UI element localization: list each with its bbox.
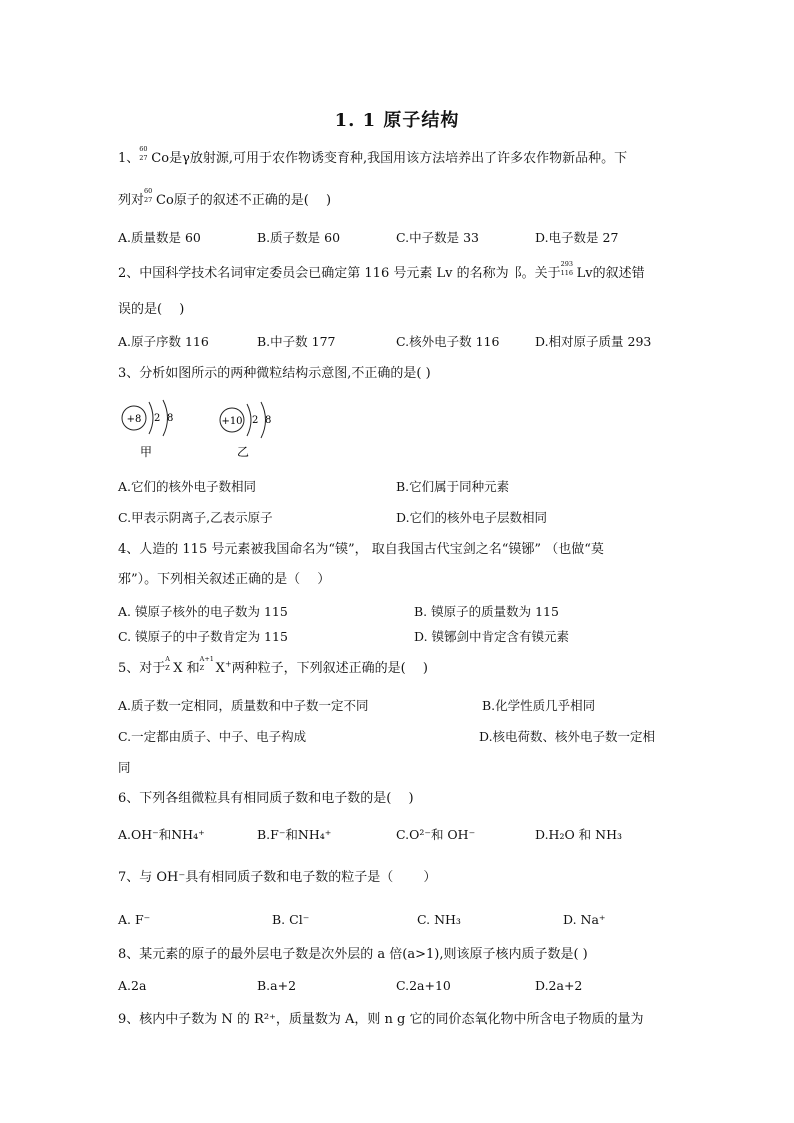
option-a: A.OH⁻和NH₄⁺ bbox=[118, 827, 205, 842]
page-title: 1. 1 原子结构 bbox=[334, 110, 460, 131]
isotope-notation: 60 27 bbox=[139, 145, 148, 162]
svg-text:甲: 甲 bbox=[140, 445, 153, 459]
option-b: B.中子数 177 bbox=[257, 334, 336, 349]
question-2-line-2: 误的是( ) bbox=[118, 302, 185, 317]
option-d: D.它们的核外电子层数相同 bbox=[396, 510, 548, 525]
question-4-line-2: 邪”）。下列相关叙述正确的是（ ） bbox=[118, 572, 331, 587]
option-c: C.O²⁻和 OH⁻ bbox=[396, 827, 476, 842]
option-a: A.2a bbox=[118, 978, 147, 993]
option-b: B.质子数是 60 bbox=[257, 230, 341, 245]
option-c: C.甲表示阴离子,乙表示原子 bbox=[118, 510, 273, 525]
option-d: D. Na⁺ bbox=[563, 912, 606, 927]
option-b: B. Cl⁻ bbox=[272, 912, 310, 927]
option-a: A. 镆原子核外的电子数为 115 bbox=[118, 604, 288, 619]
question-1-line-1: 1、 60 27 Co是γ放射源,可用于农作物诱变育种,我国用该方法培养出了许多农作物新品种。下 bbox=[118, 145, 628, 166]
option-a: A.原子序数 116 bbox=[118, 334, 209, 349]
option-b: B.化学性质几乎相同 bbox=[482, 698, 596, 713]
svg-text:8: 8 bbox=[265, 415, 272, 426]
option-b: B.它们属于同种元素 bbox=[396, 479, 510, 494]
option-a: A.质子数一定相同，质量数和中子数一定不同 bbox=[118, 698, 369, 713]
question-5-stem: 5、对于 A Z X 和 A+1 Z X+两种粒子，下列叙述正确的是( ) bbox=[118, 655, 428, 676]
particle-structure-diagram bbox=[118, 396, 288, 460]
isotope-notation: A Z bbox=[165, 655, 170, 672]
option-d: D.电子数是 27 bbox=[535, 230, 619, 245]
isotope-notation: 60 27 bbox=[144, 187, 153, 204]
question-1-line-2: 列对 60 27 Co原子的叙述不正确的是( ) bbox=[118, 187, 332, 208]
option-b: B.F⁻和NH₄⁺ bbox=[257, 827, 332, 842]
option-d: D.相对原子质量 293 bbox=[535, 334, 652, 349]
option-d: D.核电荷数、核外电子数一定相 bbox=[479, 729, 656, 744]
option-c: C.中子数是 33 bbox=[396, 230, 479, 245]
question-6-stem: 6、下列各组微粒具有相同质子数和电子数的是( ) bbox=[118, 791, 414, 806]
option-c: C.核外电子数 116 bbox=[396, 334, 500, 349]
svg-text:+8: +8 bbox=[126, 414, 142, 425]
svg-text:2: 2 bbox=[252, 415, 259, 426]
svg-text:2: 2 bbox=[154, 413, 161, 424]
option-d: D. 镆铘剑中肯定含有镆元素 bbox=[414, 629, 570, 644]
option-c: C.一定都由质子、中子、电子构成 bbox=[118, 729, 307, 744]
question-9-stem: 9、核内中子数为 N 的 R²⁺，质量数为 A，则 n g 它的同价态氧化物中所含电子物质的量为 bbox=[118, 1012, 644, 1027]
glyph-li-radical: ⻏ bbox=[508, 266, 522, 281]
isotope-notation: 293 116 bbox=[560, 260, 574, 277]
svg-text:8: 8 bbox=[167, 413, 174, 424]
svg-text:+10: +10 bbox=[221, 416, 243, 427]
option-c: C. NH₃ bbox=[417, 912, 461, 927]
question-8-stem: 8、某元素的原子的最外层电子数是次外层的 a 倍(a>1),则该原子核内质子数是( ) bbox=[118, 947, 588, 962]
question-7-stem: 7、与 OH⁻具有相同质子数和电子数的粒子是（ ） bbox=[118, 870, 437, 885]
question-4-line-1: 4、人造的 115 号元素被我国命名为“镆”， 取自我国古代宝剑之名“镆铘” （也做“莫 bbox=[118, 542, 604, 557]
svg-text:乙: 乙 bbox=[237, 445, 250, 459]
option-a: A.质量数是 60 bbox=[118, 230, 201, 245]
option-b: B.a+2 bbox=[257, 978, 297, 993]
particle-yi bbox=[220, 402, 271, 459]
option-c: C.2a+10 bbox=[396, 978, 451, 993]
option-a: A. F⁻ bbox=[118, 912, 151, 927]
option-b: B. 镆原子的质量数为 115 bbox=[414, 604, 559, 619]
option-d: D.H₂O 和 NH₃ bbox=[535, 827, 623, 842]
option-d: D.2a+2 bbox=[535, 978, 583, 993]
question-2-line-1: 2、中国科学技术名词审定委员会已确定第 116 号元素 Lv 的名称为⻏。关于 293 116 Lv的叙述错 bbox=[118, 260, 645, 281]
particle-jia bbox=[122, 400, 173, 459]
option-d-continued: 同 bbox=[118, 760, 131, 775]
option-a: A.它们的核外电子数相同 bbox=[118, 479, 257, 494]
isotope-notation: A+1 Z bbox=[199, 655, 214, 672]
question-3-stem: 3、分析如图所示的两种微粒结构示意图,不正确的是( ) bbox=[118, 366, 431, 381]
option-c: C. 镆原子的中子数肯定为 115 bbox=[118, 629, 288, 644]
